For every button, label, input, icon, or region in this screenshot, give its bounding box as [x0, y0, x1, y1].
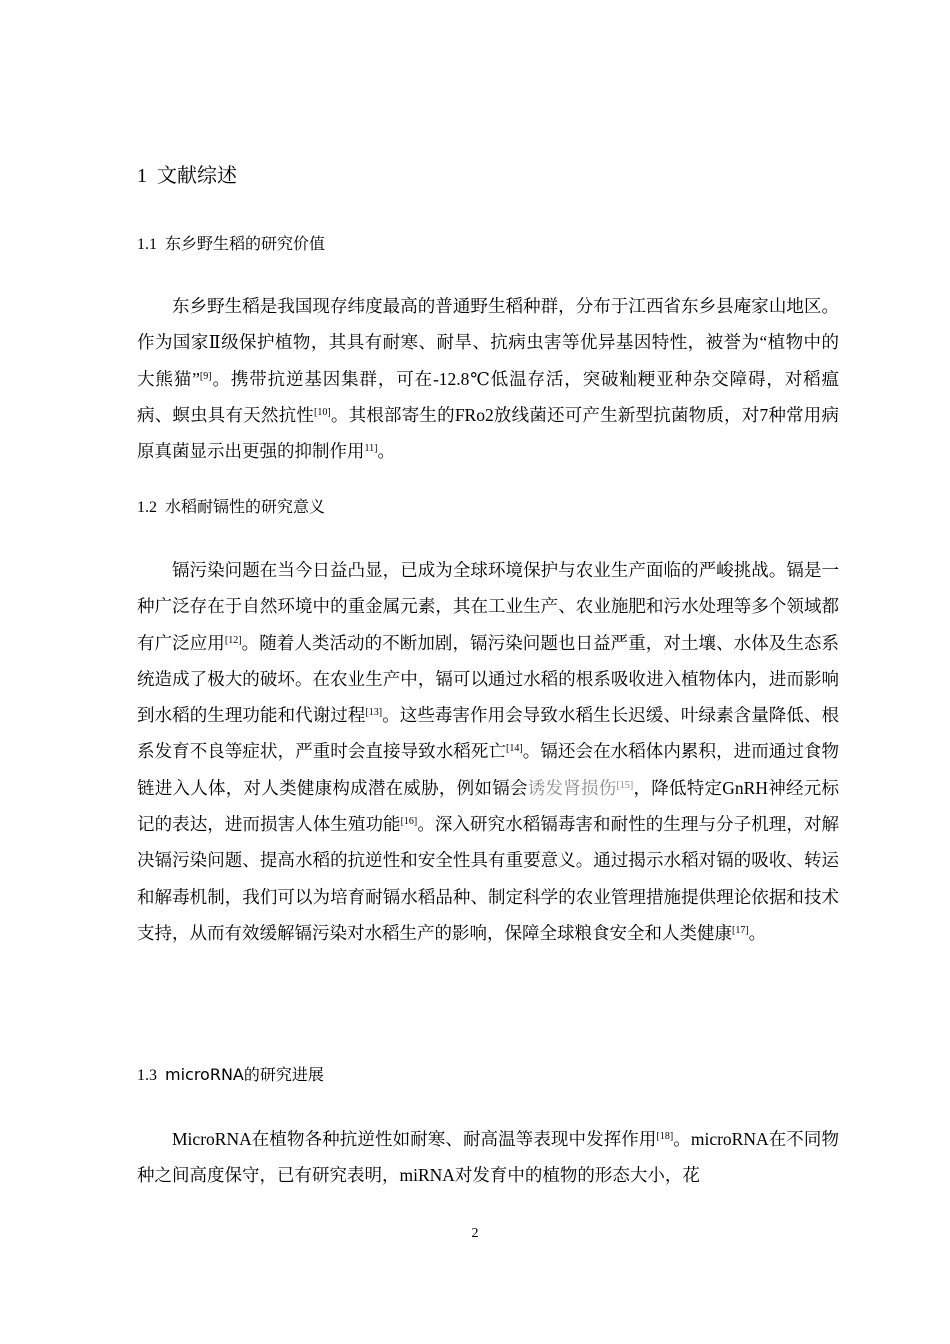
- citation: [16]: [400, 816, 418, 828]
- subsection-number: 1.3: [137, 1067, 157, 1084]
- section-title: 文献综述: [157, 163, 237, 187]
- paragraph-cadmium: [137, 552, 839, 951]
- subsection-heading-1-2: [137, 495, 325, 520]
- citation: [13]: [365, 707, 383, 719]
- subsection-title: 水稻耐镉性的研究意义: [165, 497, 326, 516]
- paragraph-text: 。随着人类活动的不断加剧，镉污染问题也日益严重，对土壤、水体及生态系统造成了极大的破坏。在农业生产中，镉可以通过水稻的根系吸收进入植物体内，进而影响到水稻的生理功能和代谢过程: [137, 632, 840, 726]
- citation: [14]: [506, 743, 523, 755]
- page-number: 2: [471, 1226, 479, 1241]
- citation: [18]: [656, 1131, 674, 1142]
- paragraph-microrna: [137, 1121, 839, 1194]
- citation: [10]: [314, 406, 331, 418]
- citation: [9]: [199, 370, 212, 382]
- paragraph-dongxiang: [137, 288, 839, 469]
- paragraph-text: 。: [377, 441, 395, 462]
- paragraph-text: 。其根部寄生的FRo2放线菌还可产生新型抗菌物质，对7种常用病原真菌显示出更强的抑制作用: [137, 404, 840, 462]
- citation: [17]: [732, 924, 749, 936]
- subsection-heading-1-1: [137, 232, 325, 257]
- subsection-heading-1-3: [137, 1063, 324, 1088]
- section-number: 1: [137, 165, 147, 187]
- highlighted-text: 诱发肾损伤: [527, 777, 617, 798]
- paragraph-text: 。microRNA在不同物种之间高度保守，已有研究表明，miRNA对发育中的植物的形态大小，花: [137, 1129, 839, 1186]
- paragraph-text: 。这些毒害作用会导致水稻生长迟缓、叶绿素含量降低、根系发育不良等症状，严重时会直接导致水稻死亡: [137, 705, 840, 762]
- paragraph-text: 。深入研究水稻镉毒害和耐性的生理与分子机理，对解决镉污染问题、提高水稻的抗逆性和安全性具有重要意义。通过揭示水稻对镉的吸收、转运和解毒机制，我们可以为培育耐镉水稻品种、制定科学的农业管理措施提供理论依据和技术支持，从而有效缓解镉污染对水稻生产的影响，保障全球粮食安全和人类健康: [137, 814, 840, 943]
- citation: [12]: [224, 634, 242, 646]
- subsection-number: 1.1: [137, 236, 157, 253]
- paragraph-text: 东乡野生稻是我国现存纬度最高的普通野生稻种群，分布于江西省东乡县庵家山地区。作为国家Ⅱ级保护植物，其具有耐寒、耐旱、抗病虫害等优异基因特性，被誉为“植物中的大熊猫”: [137, 296, 839, 389]
- paragraph-text: ，降低特定GnRH神经元标记的表达，进而损害人体生殖功能: [137, 777, 840, 835]
- subsection-number: 1.2: [137, 499, 157, 516]
- paragraph-text: 。镉还会在水稻体内累积，进而通过食物链进入人体，对人类健康构成潜在威胁，例如镉会: [137, 741, 840, 798]
- paragraph-text: MicroRNA在植物各种抗逆性如耐寒、耐高温等表现中发挥作用: [172, 1129, 657, 1149]
- paragraph-text: 。携带抗逆基因集群，可在-12.8℃低温存活，突破籼粳亚种杂交障碍，对稻瘟病、螟虫具有天然抗性: [137, 368, 839, 425]
- subsection-title: microRNA的研究进展: [165, 1065, 324, 1084]
- citation: 11]: [364, 443, 378, 455]
- citation: [15]: [616, 779, 634, 791]
- paragraph-text: 。: [748, 922, 767, 943]
- subsection-title: 东乡野生稻的研究价值: [165, 234, 326, 253]
- section-heading: [137, 160, 237, 191]
- paragraph-text: 镉污染问题在当今日益凸显，已成为全球环境保护与农业生产面临的严峻挑战。镉是一种广泛存在于自然环境中的重金属元素，其在工业生产、农业施肥和污水处理等多个领域都有广泛应用: [137, 560, 839, 653]
